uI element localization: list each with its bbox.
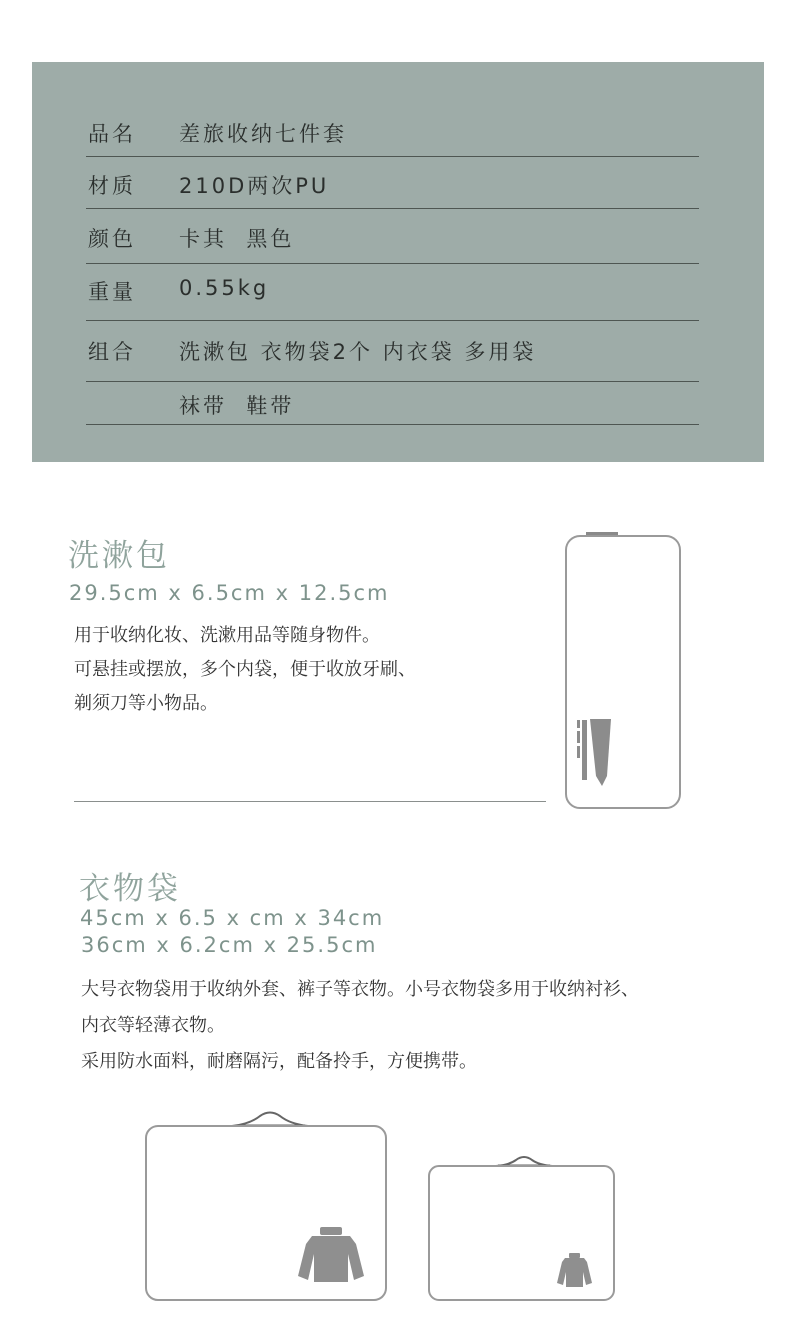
spec-row-set-cont <box>86 390 699 425</box>
spec-value: 210D两次PU <box>179 174 330 198</box>
spec-panel <box>32 62 764 462</box>
clothing-desc-line: 内衣等轻薄衣物。 <box>81 1015 225 1036</box>
clothing-dims-small: 36cm x 6.2cm x 25.5cm <box>81 933 378 957</box>
spec-value: 卡其 黑色 <box>179 227 295 251</box>
spec-row-color <box>86 223 699 264</box>
spec-value: 洗漱包 衣物袋2个 内衣袋 多用袋 <box>179 340 537 364</box>
toothbrush-icon <box>577 719 611 786</box>
clothing-desc <box>81 972 639 1080</box>
toiletry-dims: 29.5cm x 6.5cm x 12.5cm <box>69 581 390 605</box>
toiletry-bag-icon <box>560 530 686 812</box>
spec-label: 品名 <box>88 122 136 146</box>
spec-label: 材质 <box>88 174 136 198</box>
spec-value: 0.55kg <box>179 276 270 300</box>
sweater-icon <box>557 1253 592 1287</box>
spec-value: 差旅收纳七件套 <box>179 122 347 146</box>
spec-label: 重量 <box>88 280 136 304</box>
clothing-dims-large: 45cm x 6.5 x cm x 34cm <box>80 906 385 930</box>
spec-value: 袜带 鞋带 <box>179 394 295 418</box>
toiletry-desc-line: 可悬挂或摆放，多个内袋，便于收放牙刷、 <box>74 659 416 680</box>
section-divider <box>74 801 546 802</box>
spec-label: 颜色 <box>88 227 136 251</box>
sweater-icon <box>298 1227 364 1282</box>
toiletry-desc-line: 剃须刀等小物品。 <box>74 693 218 714</box>
clothing-desc-line: 大号衣物袋用于收纳外套、裤子等衣物。小号衣物袋多用于收纳衬衫、 <box>81 979 639 1000</box>
spec-row-weight <box>86 276 699 321</box>
spec-label: 组合 <box>88 340 136 364</box>
toiletry-desc-line: 用于收纳化妆、洗漱用品等随身物件。 <box>74 625 380 646</box>
toiletry-title: 洗漱包 <box>68 538 170 574</box>
spec-row-name <box>86 118 699 157</box>
small-clothing-bag-icon <box>424 1150 620 1306</box>
clothing-desc-line: 采用防水面料，耐磨隔污，配备拎手，方便携带。 <box>81 1051 477 1072</box>
clothing-title: 衣物袋 <box>79 871 181 907</box>
large-clothing-bag-icon <box>140 1106 392 1306</box>
toiletry-desc <box>74 619 416 721</box>
spec-row-material <box>86 170 699 209</box>
spec-row-set <box>86 336 699 382</box>
